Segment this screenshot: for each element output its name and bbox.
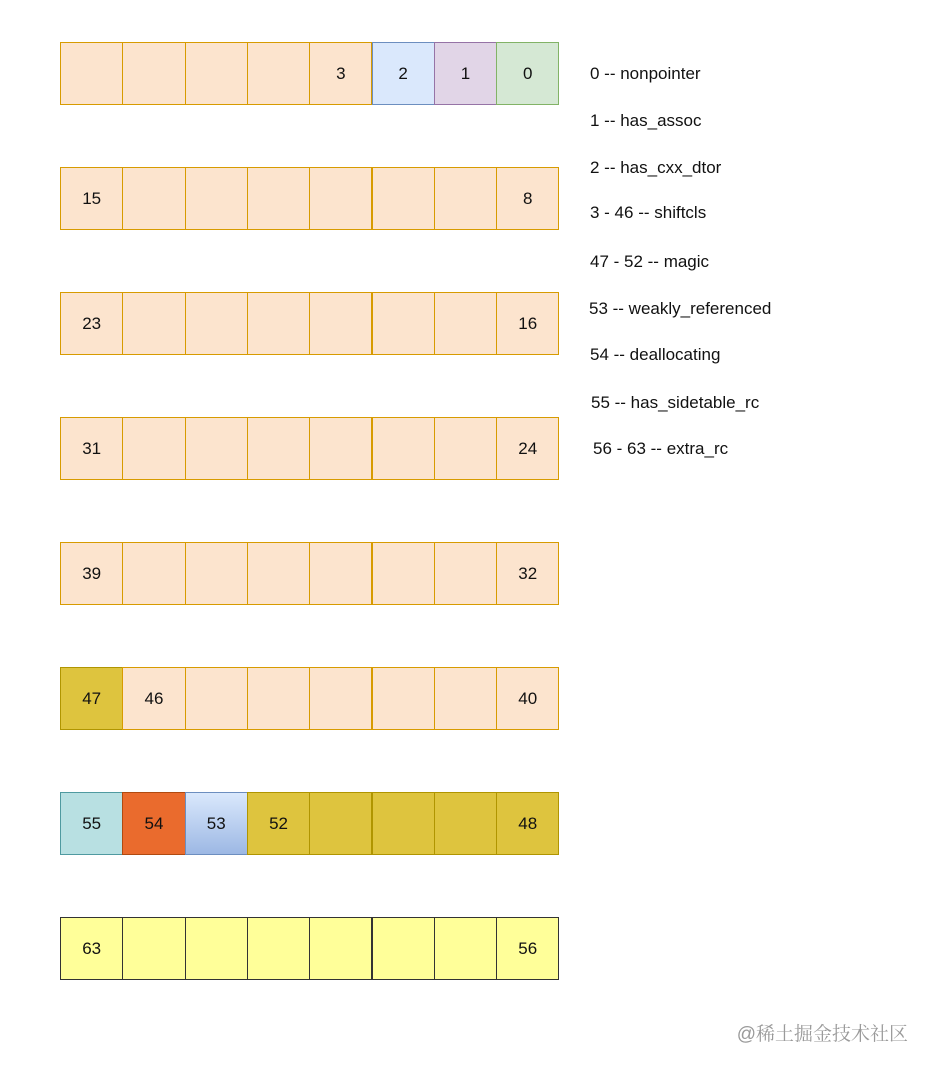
bit-cell (434, 417, 497, 480)
legend-item: 3 - 46 -- shiftcls (590, 203, 707, 222)
bit-cell (185, 417, 248, 480)
bit-cell: 55 (60, 792, 123, 855)
bit-cell: 16 (496, 292, 559, 355)
bit-cell (122, 542, 185, 605)
bit-cell (434, 792, 497, 855)
bit-cell: 63 (60, 917, 123, 980)
bit-cell: 39 (60, 542, 123, 605)
bit-cell (247, 42, 310, 105)
bit-cell (372, 792, 435, 855)
bit-cell (60, 42, 123, 105)
bit-cell (185, 292, 248, 355)
bit-cell (185, 167, 248, 230)
bit-cell (185, 667, 248, 730)
bit-cell: 56 (496, 917, 559, 980)
bit-cell: 47 (60, 667, 123, 730)
bit-cell (247, 167, 310, 230)
legend-item: 56 - 63 -- extra_rc (593, 439, 729, 458)
bit-cell (122, 417, 185, 480)
bit-cell: 32 (496, 542, 559, 605)
legend-item: 55 -- has_sidetable_rc (591, 393, 760, 412)
bit-cell (309, 292, 372, 355)
bit-cell: 15 (60, 167, 123, 230)
bit-cell (434, 542, 497, 605)
bit-cell: 54 (122, 792, 185, 855)
bit-cell (247, 917, 310, 980)
bit-cell (122, 167, 185, 230)
bit-cell (122, 917, 185, 980)
legend-item: 1 -- has_assoc (590, 111, 702, 130)
bit-cell (309, 917, 372, 980)
bit-cell (372, 917, 435, 980)
bit-cell (434, 917, 497, 980)
bit-cell (372, 167, 435, 230)
bit-cell (309, 167, 372, 230)
bit-cell: 46 (122, 667, 185, 730)
bit-cell: 31 (60, 417, 123, 480)
bit-cell (309, 542, 372, 605)
bit-cell (247, 542, 310, 605)
bit-cell: 1 (434, 42, 497, 105)
bit-cell (372, 667, 435, 730)
bit-cell (185, 42, 248, 105)
bit-cell: 8 (496, 167, 559, 230)
bit-cell (122, 42, 185, 105)
bit-cell (434, 167, 497, 230)
bit-cell (372, 542, 435, 605)
legend-item: 53 -- weakly_referenced (589, 299, 772, 318)
legend-item: 47 - 52 -- magic (590, 252, 710, 271)
bit-cell (434, 667, 497, 730)
bit-cell: 0 (496, 42, 559, 105)
legend-item: 54 -- deallocating (590, 345, 721, 364)
legend-item: 0 -- nonpointer (590, 64, 701, 83)
bit-cell: 48 (496, 792, 559, 855)
bit-cell (372, 417, 435, 480)
legend-item: 2 -- has_cxx_dtor (590, 158, 722, 177)
bit-cell (185, 917, 248, 980)
bit-cell (247, 417, 310, 480)
bit-cell: 24 (496, 417, 559, 480)
bit-cell (309, 792, 372, 855)
bit-cell (247, 667, 310, 730)
bit-cell: 40 (496, 667, 559, 730)
watermark: @稀土掘金技术社区 (736, 1024, 908, 1045)
bit-cell (309, 667, 372, 730)
bit-cell (185, 542, 248, 605)
bit-cell: 2 (372, 42, 435, 105)
bit-cell: 53 (185, 792, 248, 855)
bit-cell (434, 292, 497, 355)
bit-cell (309, 417, 372, 480)
bit-cell (122, 292, 185, 355)
bit-cell (247, 292, 310, 355)
bit-cell: 52 (247, 792, 310, 855)
bit-cell (372, 292, 435, 355)
bit-cell: 3 (309, 42, 372, 105)
bit-cell: 23 (60, 292, 123, 355)
